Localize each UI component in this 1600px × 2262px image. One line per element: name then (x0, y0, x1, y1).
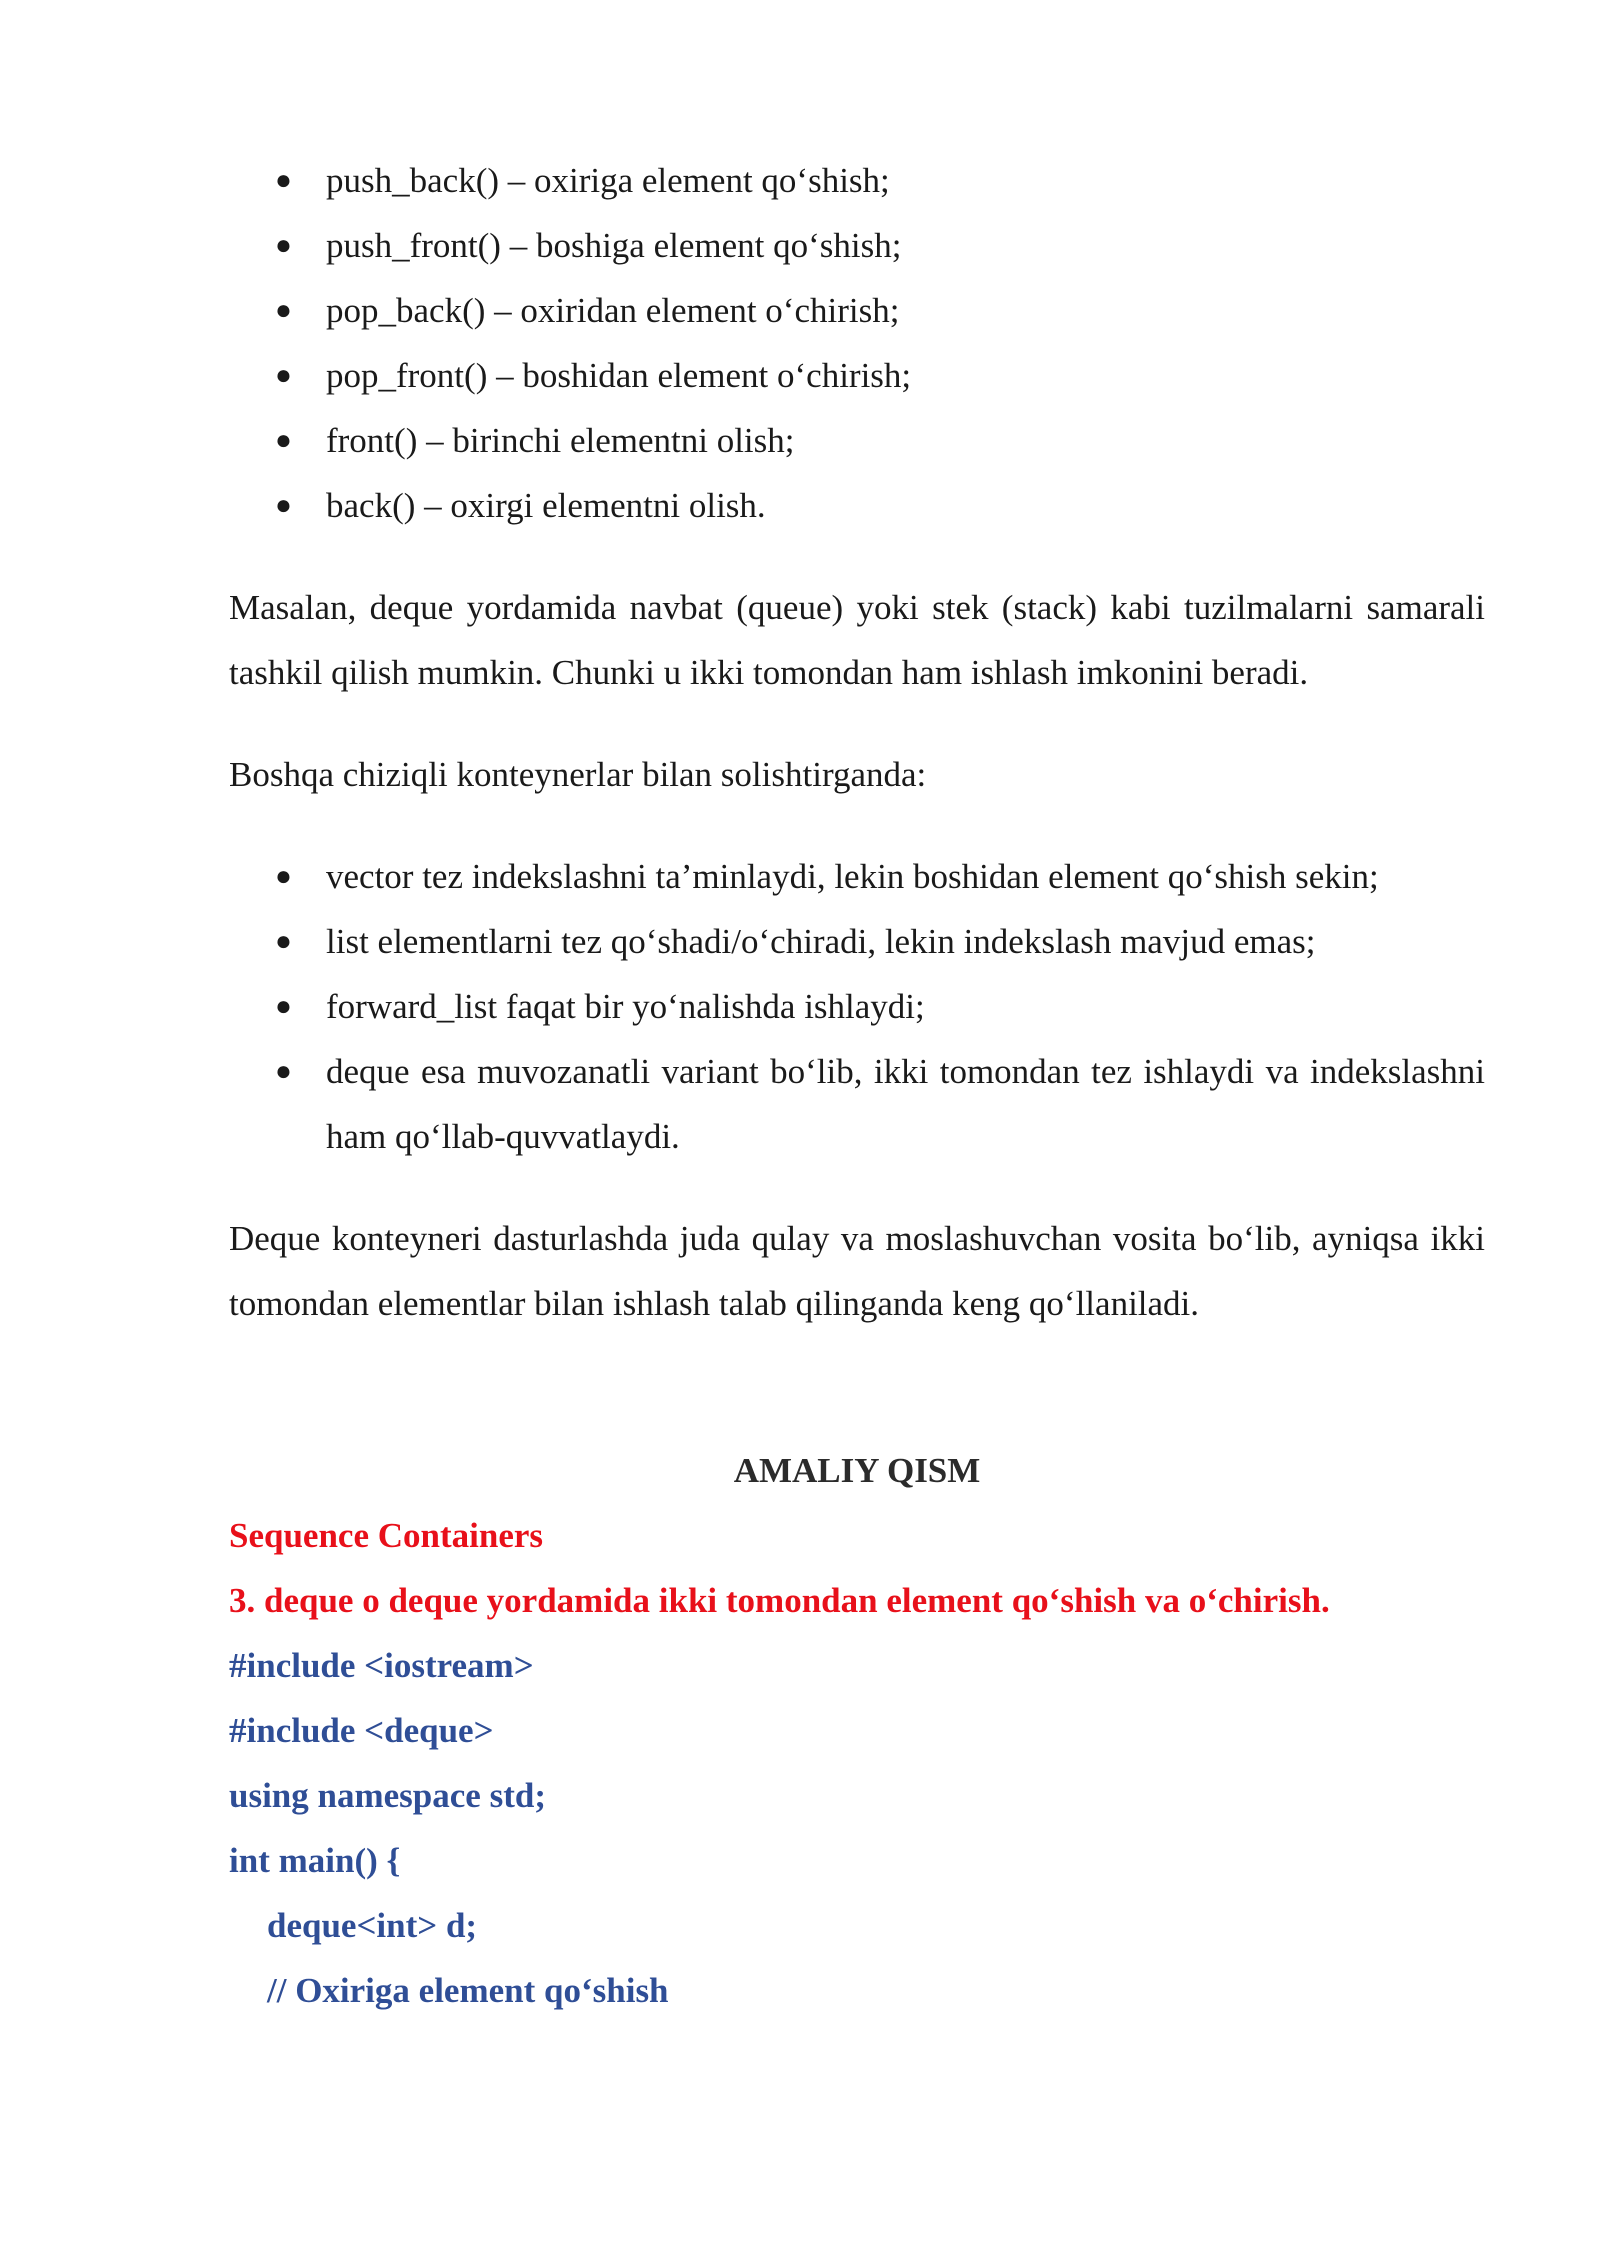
code-line: #include <deque> (229, 1711, 494, 1750)
bullet-icon: ● (275, 425, 292, 456)
list-item: ● list elementlarni tez qo‘shadi/o‘chiradi, lekin indekslash mavjud emas; (229, 909, 1485, 974)
code-line: int main() { (229, 1841, 401, 1880)
list-item: ● forward_list faqat bir yo‘nalishda ishlaydi; (229, 974, 1485, 1039)
bullet-icon: ● (275, 861, 292, 892)
code-block (229, 1633, 1485, 2023)
list-item: ● front() – birinchi elementni olish; (229, 408, 1485, 473)
list-item: ● push_back() – oxiriga element qo‘shish; (229, 148, 1485, 213)
bullet-icon: ● (275, 295, 292, 326)
subsection-title: Sequence Containers (229, 1516, 544, 1555)
page-content (229, 148, 1485, 2023)
paragraph-deque-usage: Masalan, deque yordamida navbat (queue) yoki stek (stack) kabi tuzilmalarni samarali tashkil qilish mumkin. Chunki u ikki tomondan ham ishlash imkonini beradi. (229, 588, 1485, 692)
list-item: ● back() – oxirgi elementni olish. (229, 473, 1485, 538)
paragraph-conclusion: Deque konteyneri dasturlashda juda qulay va moslashuvchan vosita bo‘lib, ayniqsa ikki tomondan elementlar bilan ishlash talab qilinganda keng qo‘llaniladi. (229, 1219, 1485, 1323)
bullet-icon: ● (275, 1056, 292, 1087)
section-heading: AMALIY QISM (733, 1451, 981, 1490)
paragraph-comparison-intro: Boshqa chiziqli konteynerlar bilan solishtirganda: (229, 755, 927, 794)
bullet-icon: ● (275, 490, 292, 521)
task-title: 3. deque o deque yordamida ikki tomondan element qo‘shish va o‘chirish. (229, 1581, 1330, 1620)
code-line: #include <iostream> (229, 1646, 534, 1685)
bullet-icon: ● (275, 926, 292, 957)
list-item: ● pop_back() – oxiridan element o‘chirish; (229, 278, 1485, 343)
bullet-icon: ● (275, 165, 292, 196)
bullet-icon: ● (275, 991, 292, 1022)
code-line: using namespace std; (229, 1776, 546, 1815)
list-item: ● deque esa muvozanatli variant bo‘lib, ikki tomondan tez ishlaydi va indekslashni ham qo‘llab-quvvatlaydi. (229, 1039, 1485, 1169)
list-item: ● pop_front() – boshidan element o‘chirish; (229, 343, 1485, 408)
methods-list (229, 148, 1485, 538)
bullet-icon: ● (275, 360, 292, 391)
comparison-list (229, 844, 1485, 1169)
list-item: ● vector tez indekslashni ta’minlaydi, lekin boshidan element qo‘shish sekin; (229, 844, 1485, 909)
bullet-icon: ● (275, 230, 292, 261)
code-line: deque<int> d; (267, 1906, 478, 1945)
code-comment: // Oxiriga element qo‘shish (267, 1971, 669, 2010)
list-item: ● push_front() – boshiga element qo‘shish; (229, 213, 1485, 278)
